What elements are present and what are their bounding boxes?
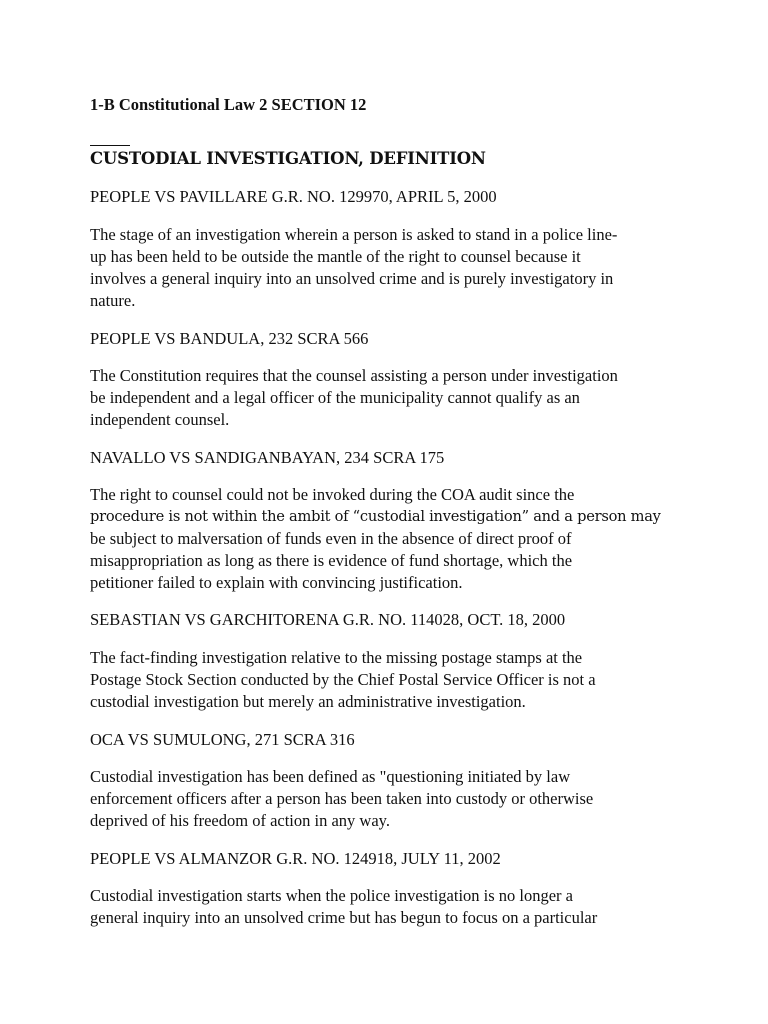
summary-line: misappropriation as long as there is evidence of fund shortage, which the (90, 551, 573, 570)
summary-line: nature. (90, 291, 136, 310)
case-citation: PEOPLE VS BANDULA, 232 SCRA 566 (90, 329, 369, 348)
summary-line: be subject to malversation of funds even in the absence of direct proof of (90, 529, 572, 548)
case-summary (90, 484, 686, 594)
summary-line: The Constitution requires that the counsel assisting a person under investigation (90, 366, 618, 385)
summary-line: be independent and a legal officer of the municipality cannot qualify as an (90, 388, 580, 407)
case-summary (90, 224, 686, 312)
summary-line: The fact-finding investigation relative to the missing postage stamps at the (90, 648, 583, 667)
case-citation: NAVALLO VS SANDIGANBAYAN, 234 SCRA 175 (90, 448, 445, 467)
summary-line-emphasis: procedure is not within the ambit of “custodial investigation” and a person may (90, 508, 661, 525)
summary-line: The stage of an investigation wherein a person is asked to stand in a police line- (90, 225, 618, 244)
case-citation: SEBASTIAN VS GARCHITORENA G.R. NO. 114028, OCT. 18, 2000 (90, 610, 566, 629)
case-citation: PEOPLE VS PAVILLARE G.R. NO. 129970, APRIL 5, 2000 (90, 187, 497, 206)
case-summary (90, 647, 686, 713)
summary-line: custodial investigation but merely an administrative investigation. (90, 692, 526, 711)
case-summary (90, 885, 686, 929)
summary-line: enforcement officers after a person has been taken into custody or otherwise (90, 789, 594, 808)
summary-line: petitioner failed to explain with convincing justification. (90, 573, 463, 592)
summary-line: The right to counsel could not be invoked during the COA audit since the (90, 485, 575, 504)
summary-line: up has been held to be outside the mantle of the right to counsel because it (90, 247, 581, 266)
case-summary (90, 365, 686, 431)
summary-line: deprived of his freedom of action in any way. (90, 811, 390, 830)
heading-rule (90, 145, 130, 146)
case-citation: OCA VS SUMULONG, 271 SCRA 316 (90, 730, 355, 749)
summary-line: Custodial investigation starts when the police investigation is no longer a (90, 886, 574, 905)
case-citation: PEOPLE VS ALMANZOR G.R. NO. 124918, JULY 11, 2002 (90, 849, 501, 868)
summary-line: involves a general inquiry into an unsolved crime and is purely investigatory in (90, 269, 614, 288)
summary-line: Custodial investigation has been defined as "questioning initiated by law (90, 767, 571, 786)
summary-line: Postage Stock Section conducted by the Chief Postal Service Officer is not a (90, 670, 596, 689)
case-summary (90, 766, 686, 832)
summary-line: independent counsel. (90, 410, 230, 429)
summary-line: general inquiry into an unsolved crime but has begun to focus on a particular (90, 908, 598, 927)
document-title: 1-B Constitutional Law 2 SECTION 12 (90, 95, 367, 114)
section-heading: CUSTODIAL INVESTIGATION, DEFINITION (90, 149, 486, 168)
